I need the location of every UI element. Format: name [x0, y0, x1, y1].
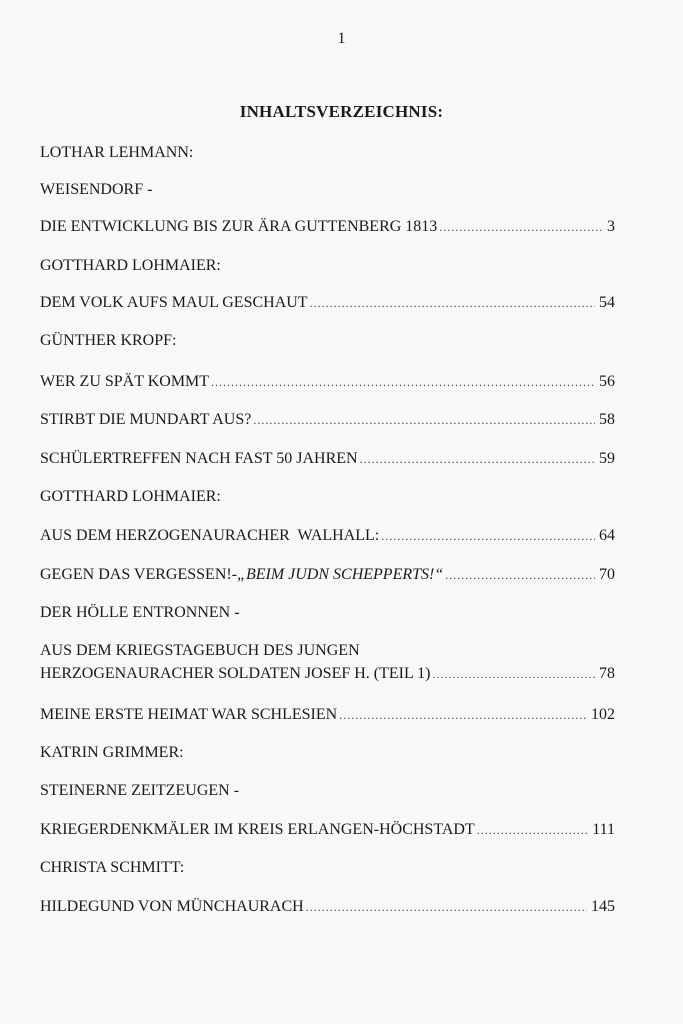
toc-entry-title-italic: „BEIM JUDN SCHEPPERTS!“ — [237, 566, 444, 583]
dot-leader — [445, 565, 595, 585]
dot-leader — [433, 664, 596, 684]
page-number: 1 — [337, 30, 346, 47]
toc-entry — [40, 293, 615, 313]
toc-entry-title: WER ZU SPÄT KOMMT — [40, 373, 210, 390]
toc-entry-page: 3 — [607, 218, 615, 235]
toc-entry-page: 145 — [591, 898, 615, 915]
toc-entry — [40, 449, 615, 469]
dot-leader — [306, 897, 587, 917]
toc-entry-title: SCHÜLERTREFFEN NACH FAST 50 JAHREN — [40, 450, 358, 467]
dot-leader — [253, 410, 595, 430]
toc-entry — [40, 372, 615, 392]
toc-entry — [40, 526, 615, 546]
toc-entry-title: STIRBT DIE MUNDART AUS? — [40, 411, 252, 428]
toc-entry-page: 78 — [599, 665, 615, 682]
dot-leader — [360, 449, 595, 469]
toc-entry — [40, 705, 615, 725]
toc-entry-page: 54 — [599, 294, 615, 311]
dot-leader — [310, 293, 595, 313]
toc-entry-page: 64 — [599, 527, 615, 544]
dot-leader — [477, 820, 588, 840]
toc-entry-page: 70 — [599, 566, 615, 583]
dot-leader — [339, 705, 587, 725]
toc-author: GOTTHARD LOHMAIER: — [40, 488, 221, 505]
toc-heading: DER HÖLLE ENTRONNEN - — [40, 604, 240, 621]
toc-heading: WEISENDORF - — [40, 181, 153, 198]
dot-leader — [439, 217, 603, 237]
toc-author: GÜNTHER KROPF: — [40, 332, 177, 349]
toc-author: KATRIN GRIMMER: — [40, 744, 184, 761]
toc-entry-title: DIE ENTWICKLUNG BIS ZUR ÄRA GUTTENBERG 1813 — [40, 218, 438, 235]
dot-leader — [381, 526, 595, 546]
toc-author: GOTTHARD LOHMAIER: — [40, 257, 221, 274]
toc-entry-title: HILDEGUND VON MÜNCHAURACH — [40, 898, 304, 915]
toc-entry-title: GEGEN DAS VERGESSEN!- — [40, 566, 238, 583]
toc-entry-page: 59 — [599, 450, 615, 467]
toc-entry — [40, 897, 615, 917]
toc-entry — [40, 664, 615, 684]
toc-entry — [40, 565, 615, 585]
toc-title: INHALTSVERZEICHNIS: — [239, 102, 444, 121]
toc-entry-title-line: AUS DEM KRIEGSTAGEBUCH DES JUNGEN — [40, 642, 360, 659]
toc-entry — [40, 217, 615, 237]
toc-entry-title: AUS DEM HERZOGENAURACHER WALHALL: — [40, 527, 380, 544]
dot-leader — [211, 372, 595, 392]
toc-entry-title: KRIEGERDENKMÄLER IM KREIS ERLANGEN-HÖCHSTADT — [40, 821, 475, 838]
toc-entry — [40, 410, 615, 430]
toc-entry-page: 102 — [591, 706, 615, 723]
toc-entry-title: HERZOGENAURACHER SOLDATEN JOSEF H. (TEIL 1) — [40, 665, 431, 682]
toc-entry-page: 58 — [599, 411, 615, 428]
toc-entry-page: 56 — [599, 373, 615, 390]
toc-heading: STEINERNE ZEITZEUGEN - — [40, 782, 240, 799]
toc-entry — [40, 820, 615, 840]
toc-author: CHRISTA SCHMITT: — [40, 859, 185, 876]
toc-entry-title: MEINE ERSTE HEIMAT WAR SCHLESIEN — [40, 706, 338, 723]
toc-author: LOTHAR LEHMANN: — [40, 144, 194, 161]
toc-entry-page: 111 — [592, 821, 615, 838]
toc-entry-title: DEM VOLK AUFS MAUL GESCHAUT — [40, 294, 308, 311]
